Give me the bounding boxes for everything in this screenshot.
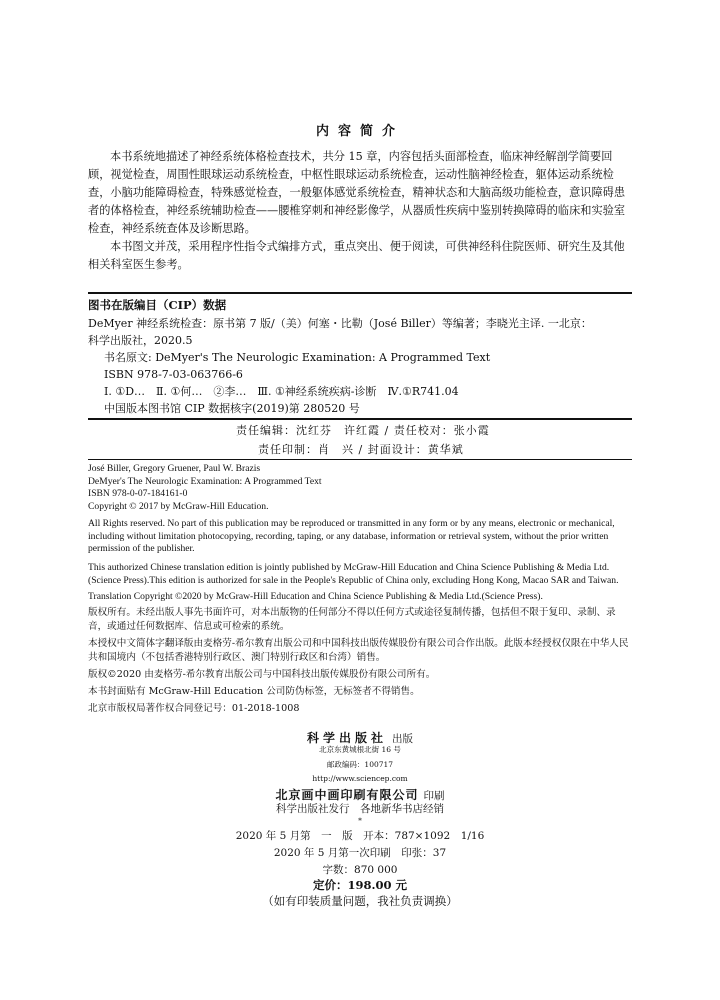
- publisher-postcode: 邮政编码：100717: [326, 760, 394, 769]
- english-authorization: [88, 562, 632, 587]
- summary-body: [88, 148, 632, 274]
- cip-line: 中国版本图书馆 CIP 数据核字(2019)第 280520 号: [104, 402, 360, 415]
- word-count: 字数：870 000: [322, 864, 398, 876]
- publisher-suffix: 出版: [392, 733, 414, 745]
- printer-suffix: 印刷: [423, 790, 445, 802]
- quality-notice: （如有印装质量问题，我社负责调换）: [262, 894, 458, 908]
- publisher-url: http://www.sciencep.com: [312, 774, 408, 783]
- edition-info: 2020 年 5 月第 一 版 开本：787×1092 1/16: [235, 830, 485, 842]
- printer-name: 北京画中画印刷有限公司: [275, 788, 419, 802]
- chinese-rights-paragraph: 本授权中文简体字翻译版由麦格劳-希尔教育出版公司和中国科技出版传媒股份有限公司合作出版。此版本经授权仅限在中华人民共和国境内（不包括香港特别行政区、澳门特别行政区和台湾）销售。: [88, 638, 629, 663]
- cip-line: DeMyer 神经系统检查：原书第 7 版/（美）何塞・比勒（José Biller）等编著；李晓光主译. 一北京：: [88, 317, 592, 330]
- english-translation: [88, 591, 632, 604]
- english-rights: [88, 518, 632, 556]
- divider: [88, 292, 632, 294]
- separator-star: *: [358, 816, 362, 825]
- cip-line: Ⅰ. ①D… Ⅱ. ①何… ②李… Ⅲ. ①神经系统疾病-诊断 Ⅳ.①R741.04: [104, 385, 459, 398]
- cip-block: [88, 315, 632, 417]
- english-book: DeMyer's The Neurologic Examination: A Programmed Text: [88, 475, 322, 487]
- price: 定价：198.00 元: [312, 878, 407, 892]
- staff-editors: 责任编辑：沈红芬 许红霞 / 责任校对：张小霞: [236, 424, 490, 437]
- summary-paragraph: 本书系统地描述了神经系统体格检查技术，共分 15 章，内容包括头面部检查，临床神经解剖学简要回顾，视觉检查，周围性眼球运动系统检查，中枢性眼球运动系统检查，运动性脑神经检查，躯体运动系统检查，小脑功能障碍检查，特殊感觉检查，一般躯体感觉系统检查，精神状态和大脑高级功能检查，意识障碍患者的体格检查，神经系统辅助检查——腰椎穿刺和神经影像学，从器质性疾病中鉴别转换障碍的临床和实验室检查，神经系统查体及诊断思路。: [88, 150, 626, 235]
- publisher-address: 北京东黄城根北街 16 号: [319, 745, 401, 754]
- english-isbn: ISBN 978-0-07-184161-0: [88, 488, 188, 499]
- chinese-rights-paragraph: 版权©2020 由麦格劳-希尔教育出版公司与中国科技出版传媒股份有限公司所有。: [88, 669, 436, 680]
- chinese-rights-paragraph: 北京市版权局著作权合同登记号：01-2018-1008: [88, 703, 300, 714]
- chinese-rights: [88, 606, 632, 716]
- publisher-name: 科学出版社: [306, 731, 387, 745]
- divider: [88, 459, 632, 460]
- english-translation-text: Translation Copyright ©2020 by McGraw-Hill Education and China Science Publishing & Media Ltd.(Science Press).: [88, 591, 543, 602]
- cip-line: ISBN 978-7-03-063766-6: [104, 368, 243, 381]
- cip-line: 书名原文: DeMyer's The Neurologic Examination: A Programmed Text: [104, 351, 491, 364]
- english-authors: José Biller, Gregory Gruener, Paul W. Brazis: [88, 463, 261, 474]
- staff-printing: 责任印制：肖 兴 / 封面设计：黄华斌: [258, 443, 464, 456]
- distribution: 科学出版社发行 各地新华书店经销: [276, 803, 444, 815]
- english-credits: [88, 463, 632, 513]
- chinese-rights-paragraph: 本书封面贴有 McGraw-Hill Education 公司防伪标签，无标签者不得销售。: [88, 686, 420, 697]
- divider: [88, 418, 632, 420]
- printing-info: 2020 年 5 月第一次印刷 印张：37: [273, 847, 447, 859]
- english-rights-text: All Rights reserved. No part of this publication may be reproduced or transmitted in any form or by any means, electronic or mechanical, including without limitation photocopying, recording, taping, or any database, information or retrieval system, without the prior written permission of the publisher.: [88, 518, 615, 554]
- cip-line: 科学出版社，2020.5: [88, 334, 193, 347]
- cip-heading: 图书在版编目（CIP）数据: [88, 298, 227, 312]
- summary-paragraph: 本书图文并茂，采用程序性指令式编排方式，重点突出、便于阅读，可供神经科住院医师、研究生及其他相关科室医生参考。: [88, 240, 625, 271]
- chinese-rights-paragraph: 版权所有。未经出版人事先书面许可，对本出版物的任何部分不得以任何方式或途径复制传播，包括但不限于复印、录制、录音，或通过任何数据库、信息或可检索的系统。: [88, 607, 616, 632]
- summary-title: 内容简介: [315, 124, 404, 139]
- english-authorization-text: This authorized Chinese translation edition is jointly published by McGraw-Hill Education and China Science Publishing & Media Ltd.(Science Press).This edition is authorized for sale in the People's Republic of China only, excluding Hong Kong, Macao SAR and Taiwan.: [88, 562, 619, 586]
- english-copyright: Copyright © 2017 by McGraw-Hill Education.: [88, 500, 269, 512]
